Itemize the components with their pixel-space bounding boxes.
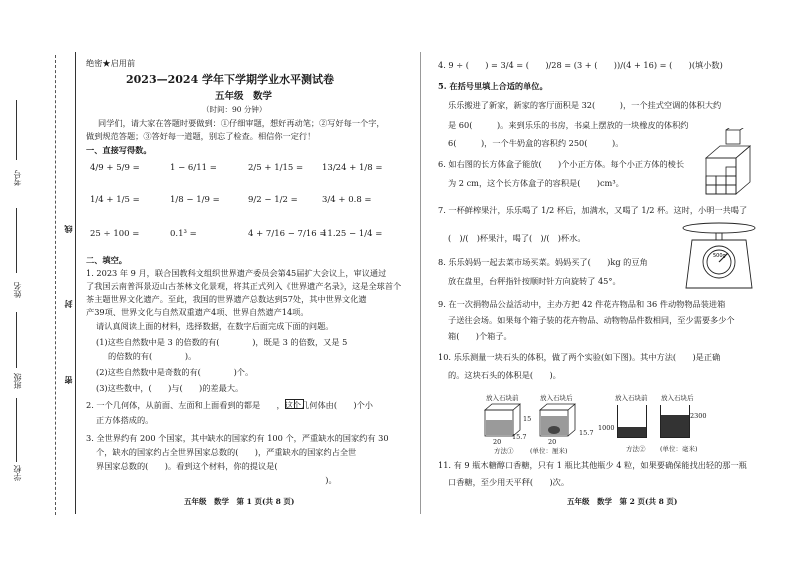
- q1-sub-1b: 的倍数的有( )。: [108, 351, 197, 361]
- exam-time: （时间：90 分钟）: [202, 105, 267, 114]
- binding-solid-line: [75, 52, 76, 514]
- binding-dash-line: [55, 55, 56, 515]
- q8-line-1: 8. 乐乐妈妈一起去菜市场买菜。妈妈买了( )kg 的豆角: [438, 257, 648, 267]
- q1-line-5: 请认真阅读上面的材料，选择数据，在数字后面完成下面的问题。: [96, 321, 334, 331]
- calc-item: 2/5 + 1/15 =: [248, 163, 304, 173]
- square-icon-b: [294, 399, 304, 409]
- q3-line-2: 个，缺水的国家约占全世界国家总数的( )，严重缺水的国家约占全世: [96, 447, 357, 457]
- m1-before-label: 放入石块前: [486, 394, 519, 402]
- q2-line-1: 2. 一个几何体，从前面、左面和上面看到的都是 ，这个几何体由( )个小: [86, 400, 373, 410]
- q1-line-1: 1. 2023 年 9 月，联合国教科文组织世界遗产委员会第45届扩大会议上，审议通过: [86, 268, 387, 278]
- q11-line-1: 11. 有 9 瓶木糖醇口香糖，只有 1 瓶比其他瓶少 4 粒，如果要确保能找出轻的那一瓶: [438, 460, 747, 470]
- q11-line-2: 口香糖，至少用天平秤( )次。: [448, 477, 570, 487]
- method-1-unit: (单位：厘米): [530, 447, 568, 455]
- q10-line-2: 的。这块石头的体积是( )。: [448, 370, 561, 380]
- q3-line-4: )。: [96, 475, 337, 485]
- q5-line-2: 是 60( )。来到乐乐的书房，书桌上摆放的一块橡皮的体积约: [448, 120, 689, 130]
- q7-line-2: ( )/( )杯果汁，喝了( )/( )杯水。: [448, 233, 586, 243]
- m1-width-20b: 20: [548, 438, 557, 446]
- q6-line-1: 6. 如右图的长方体盒子能放( )个小正方体。每个小正方体的棱长: [438, 159, 685, 169]
- q9-line-2: 子送往会场。如果每个箱子装的花卉物品、动物物品件数相同，至少需要多少个: [448, 315, 735, 325]
- calc-item: 0.1³ =: [170, 229, 197, 239]
- q1-sub-1: (1)这些自然数中是 3 的倍数的有( )，既是 3 的倍数，又是 5: [96, 337, 348, 347]
- side-label-feng: 封: [63, 300, 73, 308]
- calc-item: 1 − 6/11 =: [170, 163, 217, 173]
- method-1-figure: [480, 402, 590, 442]
- calc-item: 1/8 − 1/9 =: [170, 195, 220, 205]
- calc-item: 3/4 + 0.8 =: [322, 195, 372, 205]
- method-2-label: 方法②: [626, 445, 646, 453]
- banji-line: [16, 312, 17, 368]
- kitchen-scale-figure: [680, 222, 758, 294]
- left-footer: 五年级 数学 第 1 页(共 8 页): [184, 497, 295, 506]
- m1-height-157: 15.7: [579, 429, 594, 437]
- intro-line-2: 做到规范答题；③答好每一道题，别忘了检查。相信你一定行！: [86, 131, 316, 141]
- page-divider: [420, 52, 421, 514]
- scale-dial-label: 500g: [713, 253, 726, 259]
- q1-line-4: 产39项、世界文化与自然双重遗产4项、世界自然遗产14项。: [86, 307, 309, 317]
- right-footer: 五年级 数学 第 2 页(共 8 页): [567, 497, 678, 506]
- intro-line-1: 同学们，请大家在答题时要做到：①仔细审题，想好再动笔；②写好每一个字，: [98, 118, 385, 128]
- q3-line-1: 3. 全世界约有 200 个国家，其中缺水的国家约有 100 个，严重缺水的国家约有 30: [86, 433, 389, 443]
- section-2-heading: 二、填空。: [86, 255, 127, 265]
- method-1-label: 方法①: [494, 447, 514, 455]
- m2-before-label: 放入石块前: [615, 394, 648, 402]
- m1-after-label: 放入石块后: [540, 394, 573, 402]
- calc-item: 4 + 7/16 − 7/16 =: [248, 229, 327, 239]
- q8-line-2: 放在盘里，台秤指针按顺时针方向旋转了 45°。: [448, 276, 621, 286]
- q2-line-2: 正方体搭成的。: [96, 415, 154, 425]
- beaker-1000: 1000: [598, 424, 615, 432]
- calc-item: 9/2 − 1/2 =: [248, 195, 298, 205]
- beaker-after: [660, 405, 690, 438]
- calc-item: 4/9 + 5/9 =: [90, 163, 140, 173]
- beaker-2300: 2300: [690, 412, 707, 420]
- xingming-line: [16, 208, 17, 273]
- kaohao-line: [16, 100, 17, 160]
- m1-height-15: 15: [523, 415, 532, 423]
- q5-line-1: 乐乐搬进了新家，新家的客厅面积是 32( )，一个挂式空调的体积大约: [448, 100, 722, 110]
- side-label-kaohao: 考号: [13, 170, 22, 186]
- side-label-xuexiao: 学校: [13, 465, 22, 481]
- q4-line: 4. 9 ÷ ( ) = 3/4 = ( )/28 = (3 + ( ))/(4 + 16) = ( )(填小数): [438, 60, 723, 70]
- q1-line-3: 茶主题世界文化遗产。至此，我国的世界遗产总数达到57处，其中世界文化遗: [86, 294, 367, 304]
- exam-title: 2023—2024 学年下学期学业水平测试卷: [126, 73, 335, 86]
- m1-depth-157: 15.7: [512, 433, 527, 441]
- xuexiao-line: [16, 398, 17, 462]
- q5-line-3: 6( )，一个牛奶盒的容积约 250( )。: [448, 138, 624, 148]
- secret-label: 绝密★启用前: [86, 58, 136, 68]
- calc-item: 25 ÷ 100 =: [90, 229, 140, 239]
- side-label-xingming: 姓名: [13, 282, 22, 298]
- section-1-heading: 一、直接写得数。: [86, 145, 152, 155]
- side-label-banji: 班级: [13, 373, 22, 389]
- q3-line-3: 界国家总数的( )。看到这个材料，你的提议是(: [96, 461, 335, 471]
- calc-item: 13/24 + 1/8 =: [322, 163, 383, 173]
- exam-subject: 五年级 数学: [215, 91, 273, 102]
- q9-line-3: 箱( )个箱子。: [448, 331, 512, 341]
- beaker-before: [617, 405, 647, 438]
- q5-heading: 5. 在括号里填上合适的单位。: [438, 81, 548, 91]
- q10-line-1: 10. 乐乐测量一块石头的体积，做了两个实验(如下图)。其中方法( )是正确: [438, 352, 721, 362]
- cuboid-figure: [700, 128, 752, 198]
- side-label-xian: 线: [63, 225, 73, 233]
- m2-after-label: 放入石块后: [661, 394, 694, 402]
- q9-line-1: 9. 在一次捐物品公益活动中，主办方把 42 件花卉物品和 36 件动物物品装进箱: [438, 299, 726, 309]
- q7-line-1: 7. 一杯鲜榨果汁，乐乐喝了 1/2 杯后，加满水，又喝了 1/2 杯。这时，小明一共喝了: [438, 205, 748, 215]
- method-2-unit: (单位：毫米): [660, 445, 698, 453]
- side-label-mi: 密: [63, 376, 73, 384]
- q1-sub-3: (3)这些数中，( )与( )的差最大。: [96, 383, 244, 393]
- calc-item: 1/4 + 1/5 =: [90, 195, 140, 205]
- m1-width-20: 20: [493, 438, 502, 446]
- q1-sub-2: (2)这些自然数中是奇数的有( )个。: [96, 367, 254, 377]
- q1-line-2: 了我国云南普洱景迈山古茶林文化景观，将其正式列入《世界遗产名录》，这是全球首个: [86, 281, 402, 291]
- calc-item: 11.25 − 1/4 =: [322, 229, 383, 239]
- q6-line-2: 为 2 cm，这个长方体盒子的容积是( )cm³。: [448, 178, 624, 188]
